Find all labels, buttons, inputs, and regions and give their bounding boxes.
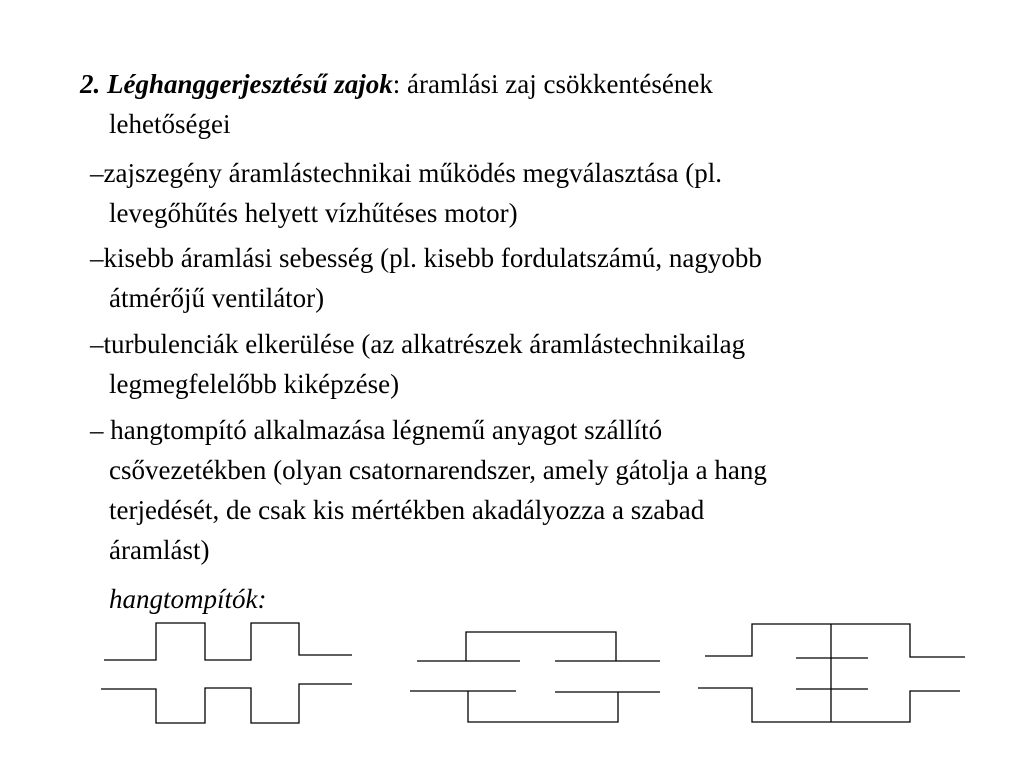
bullet-3-line2: legmegfelelőbb kiképzése): [109, 369, 400, 399]
bullet-1-text: zajszegény áramlástechnikai működés megválasztása (pl.: [103, 158, 722, 188]
heading-line2: lehetőségei: [109, 109, 231, 139]
bullet-dash: –: [90, 158, 104, 188]
heading-title: Léghanggerjesztésű zajok: [107, 69, 393, 99]
bullet-dash: –: [90, 415, 104, 445]
silencers-label: hangtompítók:: [109, 584, 267, 614]
bullet-4-text: hangtompító alkalmazása légnemű anyagot szállító: [103, 415, 663, 445]
bullet-1-line1: [90, 157, 722, 189]
bullet-2-text: kisebb áramlási sebesség (pl. kisebb fordulatszámú, nagyobb: [103, 243, 762, 273]
bullet-4-line1: [90, 414, 662, 446]
silencer-diagrams: [0, 615, 1024, 735]
bullet-3-line1: [90, 328, 745, 360]
bullet-dash: –: [90, 243, 104, 273]
heading-number: 2.: [80, 69, 101, 99]
silencer-diagram-3: [698, 624, 965, 722]
heading-rest: : áramlási zaj csökkentésének: [392, 69, 713, 99]
bullet-4-line2: csővezetékben (olyan csatornarendszer, amely gátolja a hang: [109, 455, 767, 485]
bullet-4-line3: terjedését, de csak kis mértékben akadályozza a szabad: [109, 495, 705, 525]
bullet-4-line4: áramlást): [109, 535, 210, 565]
silencer-diagram-1: [101, 623, 352, 723]
silencer-diagram-2: [410, 632, 660, 722]
bullet-3-text: turbulenciák elkerülése (az alkatrészek áramlástechnikailag: [103, 329, 746, 359]
bullet-1-line2: levegőhűtés helyett vízhűtéses motor): [109, 198, 518, 228]
bullet-2-line2: átmérőjű ventilátor): [109, 283, 325, 313]
bullet-2-line1: [90, 242, 762, 274]
bullet-dash: –: [90, 329, 104, 359]
heading: [80, 68, 713, 100]
